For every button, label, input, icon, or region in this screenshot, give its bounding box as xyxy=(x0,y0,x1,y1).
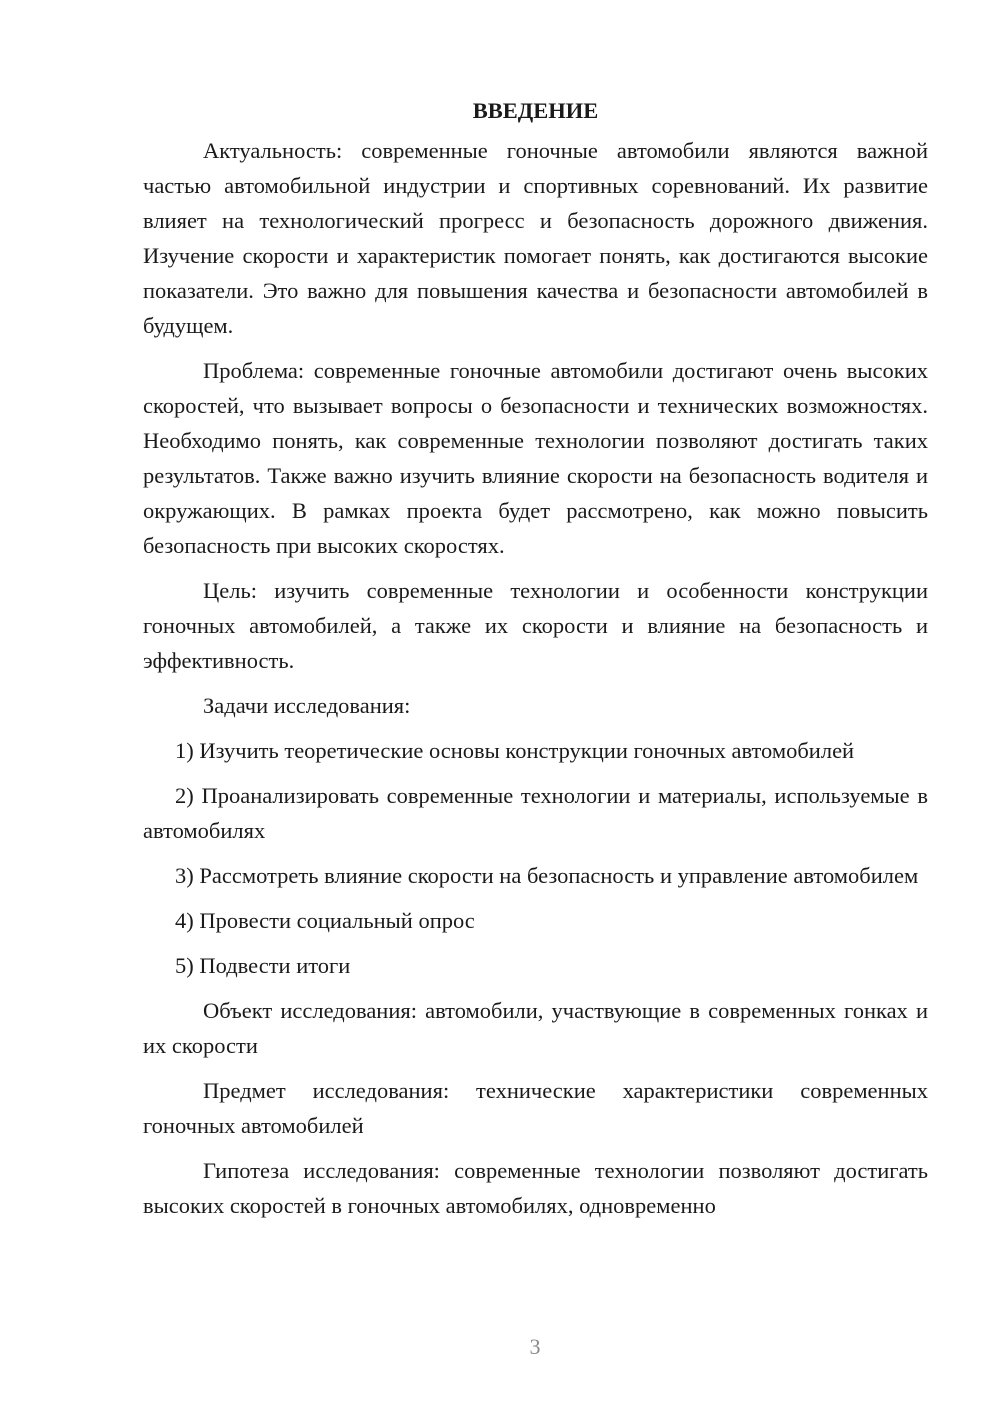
task-item-2: 2) Проанализировать современные технологии и материалы, используемые в автомобилях xyxy=(143,783,928,843)
paragraph-subject: Предмет исследования: технические характеристики современных гоночных автомобилей xyxy=(143,1078,928,1138)
paragraph-goal: Цель: изучить современные технологии и особенности конструкции гоночных автомобилей, а также их скорости и влияние на безопасность и эффективность. xyxy=(143,578,928,673)
paragraph-problem: Проблема: современные гоночные автомобили достигают очень высоких скоростей, что вызывает вопросы о безопасности и технических возможностях. Необходимо понять, как современные технологии позволяют достигать таких результатов. Также важно изучить влияние скорости на безопасность водителя и окружающих. В рамках проекта будет рассмотрено, как можно повысить безопасность при высоких скоростях. xyxy=(143,358,928,558)
paragraph-tasks-heading: Задачи исследования: xyxy=(203,693,411,718)
page-content xyxy=(143,95,928,1223)
task-item-5: 5) Подвести итоги xyxy=(175,953,351,978)
section-title: ВВЕДЕНИЕ xyxy=(472,98,599,123)
task-item-4: 4) Провести социальный опрос xyxy=(175,908,475,933)
paragraph-relevance: Актуальность: современные гоночные автомобили являются важной частью автомобильной индустрии и спортивных соревнований. Их развитие влияет на технологический прогресс и безопасность дорожного движения. Изучение скорости и характеристик помогает понять, как достигаются высокие показатели. Это важно для повышения качества и безопасности автомобилей в будущем. xyxy=(143,138,928,338)
paragraph-hypothesis: Гипотеза исследования: современные технологии позволяют достигать высоких скоростей в гоночных автомобилях, одновременно xyxy=(143,1158,928,1218)
paragraph-object: Объект исследования: автомобили, участвующие в современных гонках и их скорости xyxy=(143,998,928,1058)
task-item-3: 3) Рассмотреть влияние скорости на безопасность и управление автомобилем xyxy=(175,863,919,888)
task-item-1: 1) Изучить теоретические основы конструкции гоночных автомобилей xyxy=(175,738,855,763)
page-number: 3 xyxy=(529,1334,541,1359)
